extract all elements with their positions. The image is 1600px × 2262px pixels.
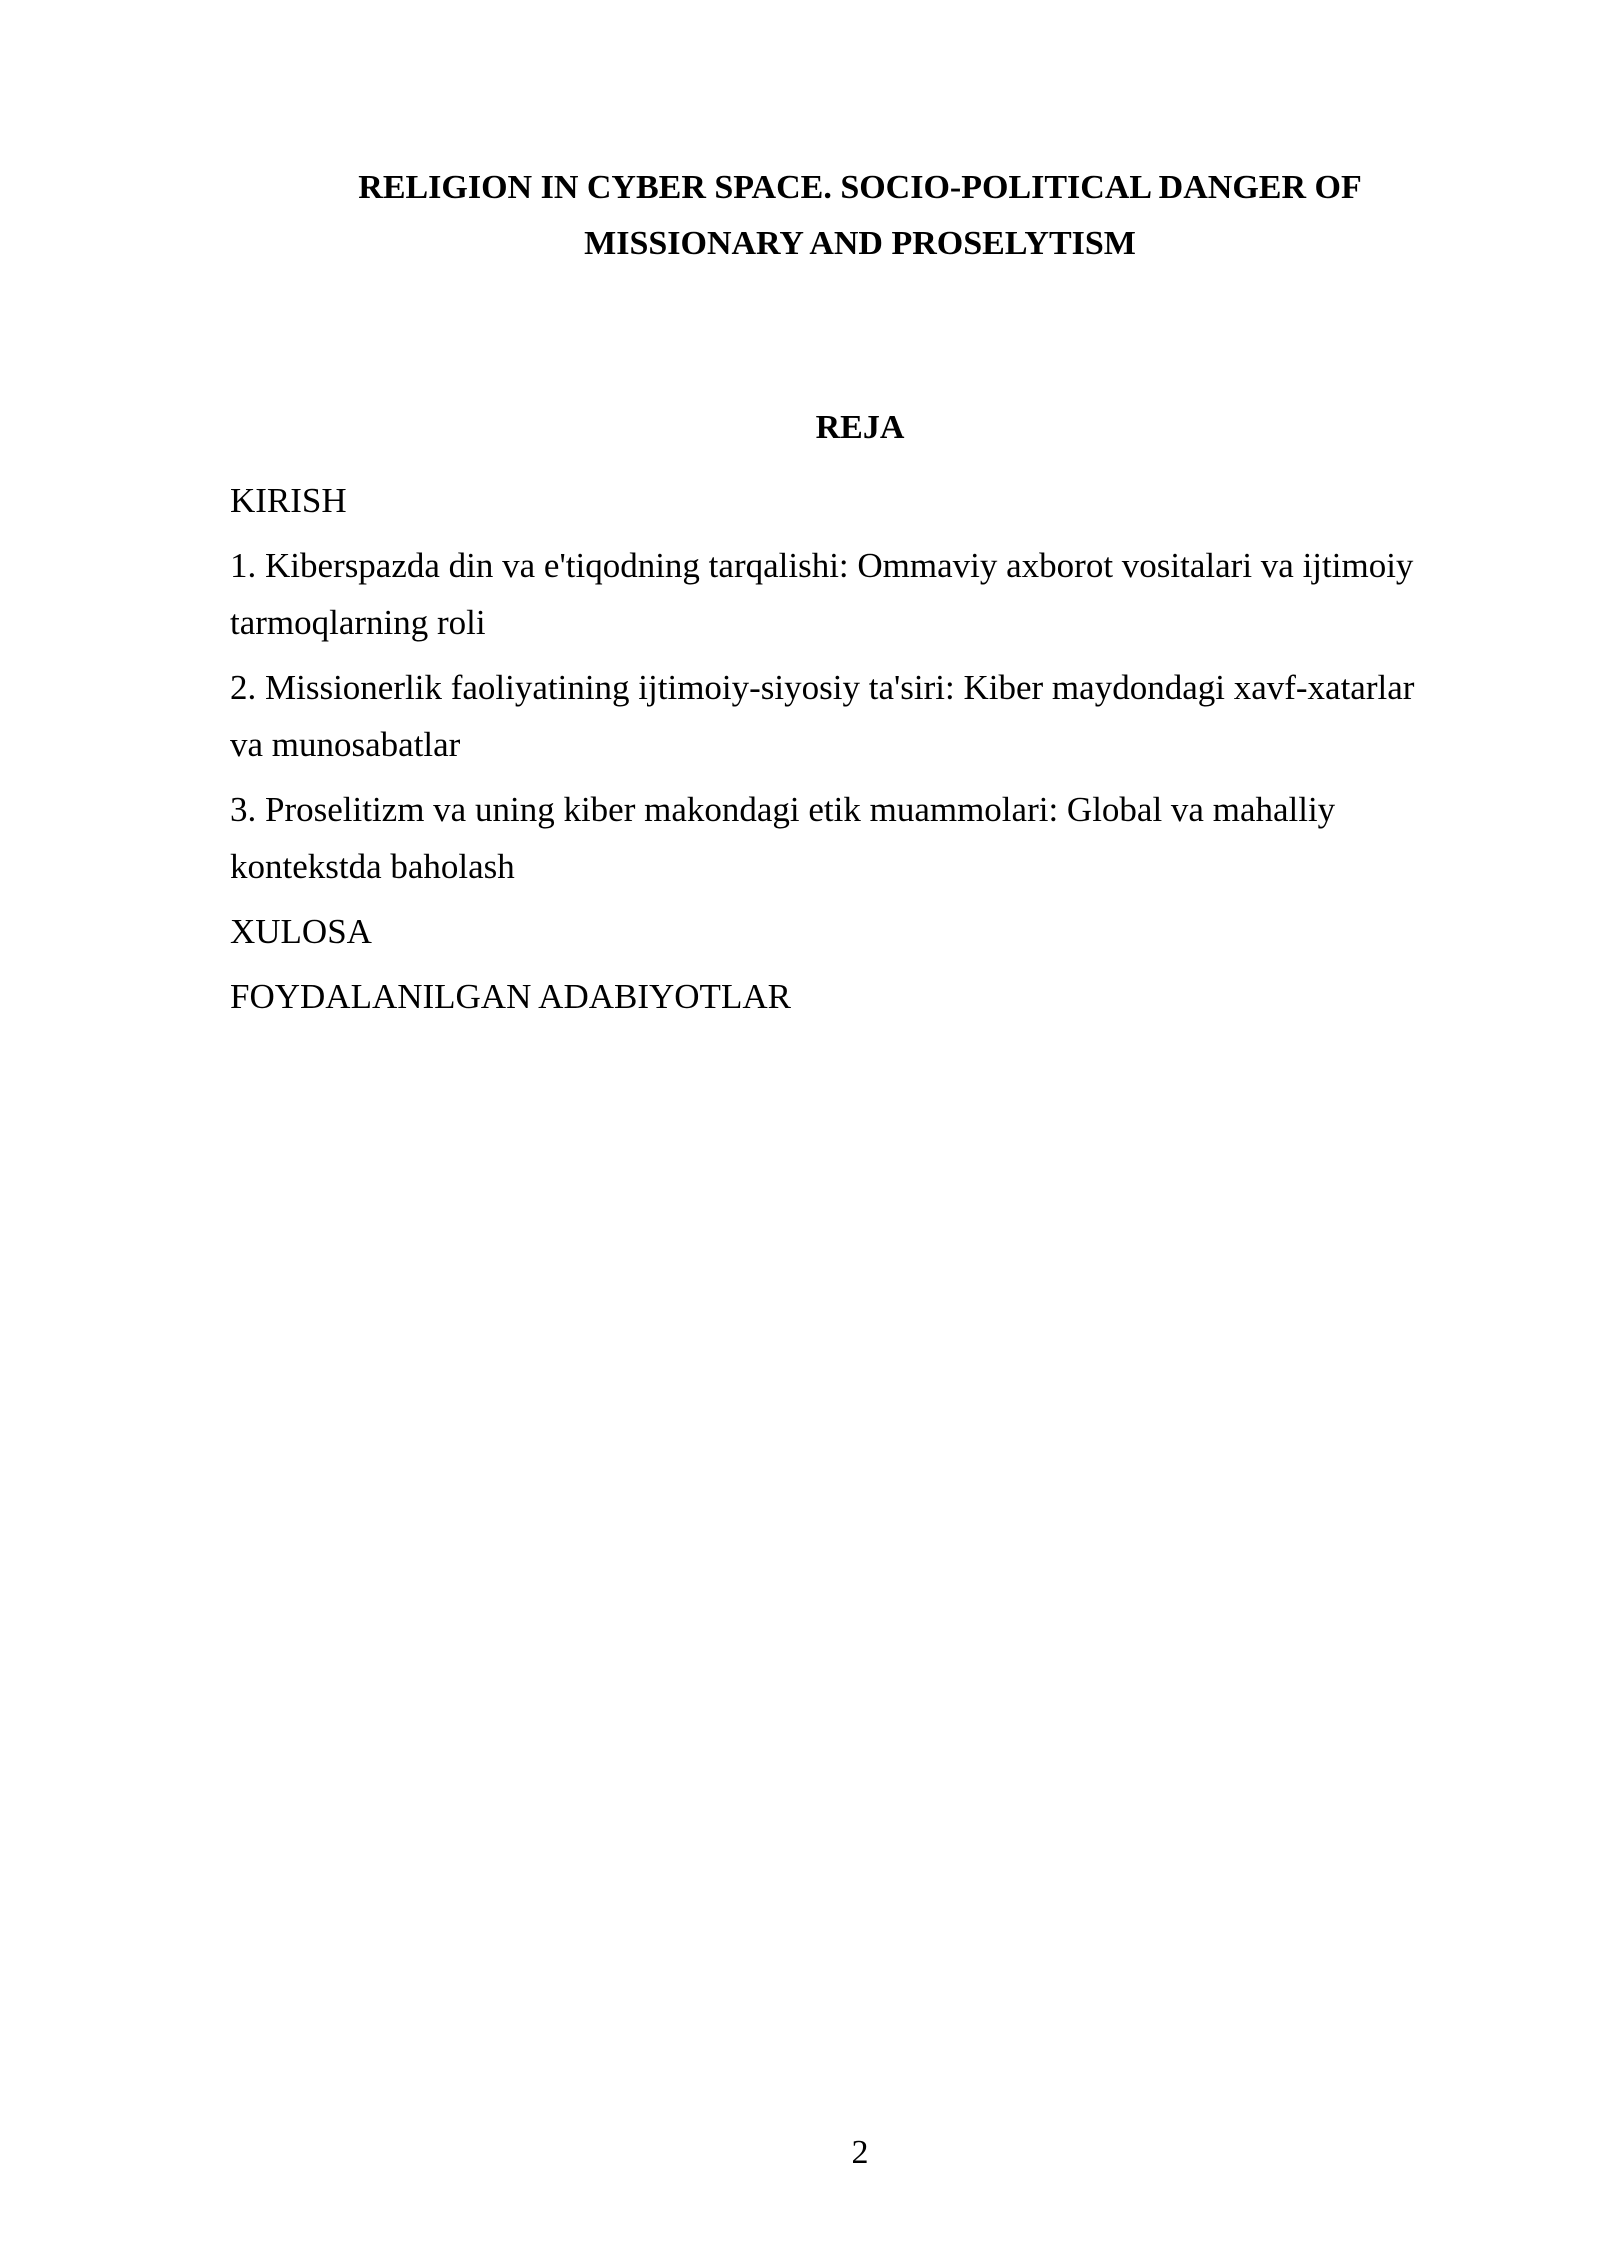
document-title xyxy=(230,160,1490,272)
plan-list xyxy=(230,472,1430,1033)
plan-item-1: 1. Kiberspazda din va e'tiqodning tarqalishi: Ommaviy axborot vositalari va ijtimoiy tarmoqlarning roli xyxy=(230,546,1414,642)
plan-item-references: FOYDALANILGAN ADABIYOTLAR xyxy=(230,977,791,1016)
plan-item-2: 2. Missionerlik faoliyatining ijtimoiy-siyosiy ta'siri: Kiber maydondagi xavf-xatarlar va munosabatlar xyxy=(230,668,1415,764)
page-number: 2 xyxy=(851,2134,869,2171)
plan-heading: REJA xyxy=(815,409,905,446)
plan-item-3: 3. Proselitizm va uning kiber makondagi etik muammolari: Global va mahalliy kontekstda baholash xyxy=(230,790,1336,886)
title-line-2: MISSIONARY AND PROSELYTISM xyxy=(584,225,1136,262)
plan-item-conclusion: XULOSA xyxy=(230,912,372,951)
title-line-1: RELIGION IN CYBER SPACE. SOCIO-POLITICAL DANGER OF xyxy=(358,169,1362,206)
plan-item-introduction: KIRISH xyxy=(230,481,347,520)
